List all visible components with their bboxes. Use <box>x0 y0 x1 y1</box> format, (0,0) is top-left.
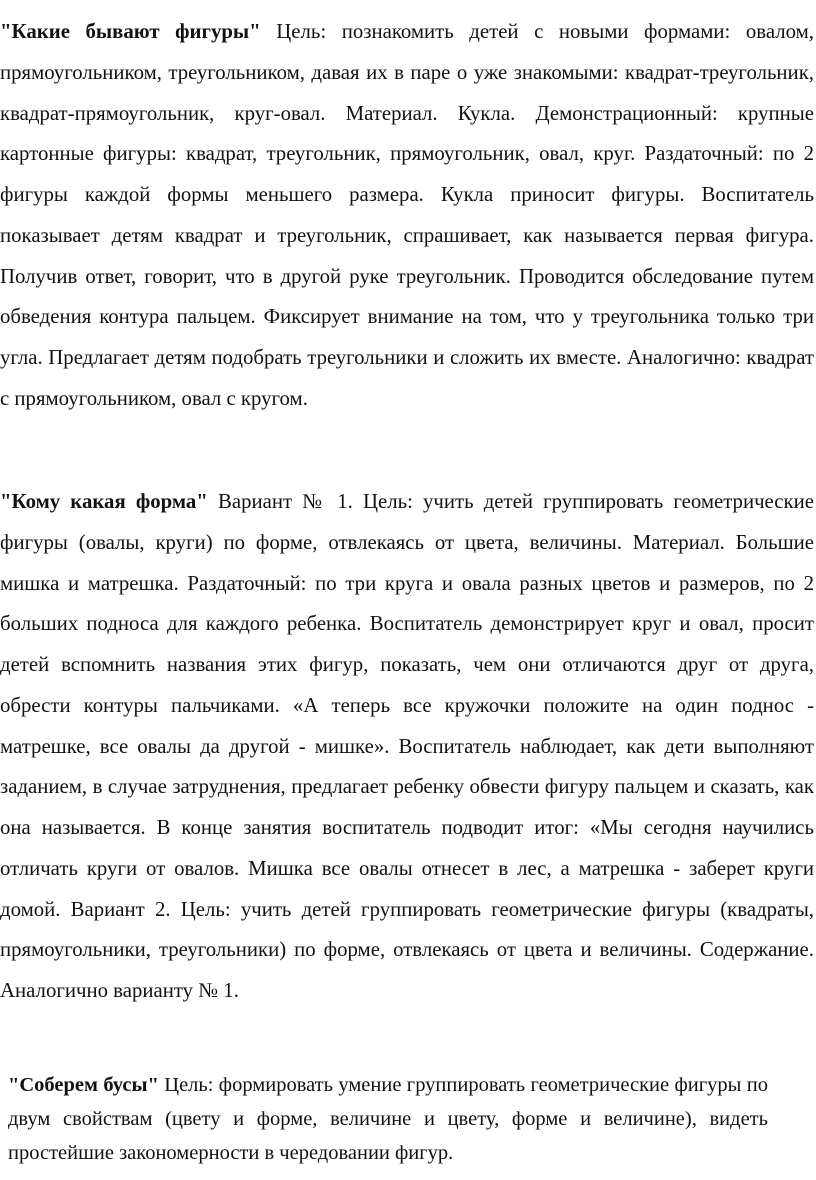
paragraph-body: Вариант № 1. Цель: учить детей группировать геометрические фигуры (овалы, круги) по форме, отвлекаясь от цвета, величины. Материал. Большие мишка и матрешка. Раздаточный: по три круга и овала разных цветов и размеров, по 2 больших подноса для каждого ребенка. Воспитатель демонстрирует круг и овал, просит детей вспомнить названия этих фигур, показать, чем они отличаются друг от друга, обрести контуры пальчиками. «А теперь все кружочки положите на один поднос - матрешке, все овалы да другой - мишке». Воспитатель наблюдает, как дети выполняют заданием, в случае затруднения, предлагает ребенку обвести фигуру пальцем и сказать, как она называется. В конце занятия воспитатель подводит итог: «Мы сегодня научились отличать круги от овалов. Мишка все овалы отнесет в лес, а матрешка - заберет круги домой. Вариант 2. Цель: учить детей группировать геометрические фигуры (квадраты, прямоугольники, треугольники) по форме, отвлекаясь от цвета и величины. Содержание. Аналогично варианту № 1. <box>0 490 814 1002</box>
paragraph-title: "Кому какая форма" <box>0 490 208 513</box>
paragraph-beads <box>8 1068 768 1170</box>
paragraph-body: Цель: формировать умение группировать геометрические фигуры по двум свойствам (цвету и форме, величине и цвету, форме и величине), видеть простейшие закономерности в чередовании фигур. <box>8 1074 768 1164</box>
paragraph-whose-shape <box>0 482 814 1012</box>
paragraph-title: "Какие бывают фигуры" <box>0 20 261 43</box>
paragraph-title: "Соберем бусы" <box>8 1074 159 1096</box>
paragraph-body: Цель: познакомить детей с новыми формами: овалом, прямоугольником, треугольником, давая их в паре о уже знакомыми: квадрат-треугольник, квадрат-прямоугольник, круг-овал. Материал. Кукла. Демонстрационный: крупные картонные фигуры: квадрат, треугольник, прямоугольник, овал, круг. Раздаточный: по 2 фигуры каждой формы меньшего размера. Кукла приносит фигуры. Воспитатель показывает детям квадрат и треугольник, спрашивает, как называется первая фигура. Получив ответ, говорит, что в другой руке треугольник. Проводится обследование путем обведения контура пальцем. Фиксирует внимание на том, что у треугольника только три угла. Предлагает детям подобрать треугольники и сложить их вместе. Аналогично: квадрат с прямоугольником, овал с кругом. <box>0 20 814 410</box>
paragraph-figures <box>0 12 814 420</box>
